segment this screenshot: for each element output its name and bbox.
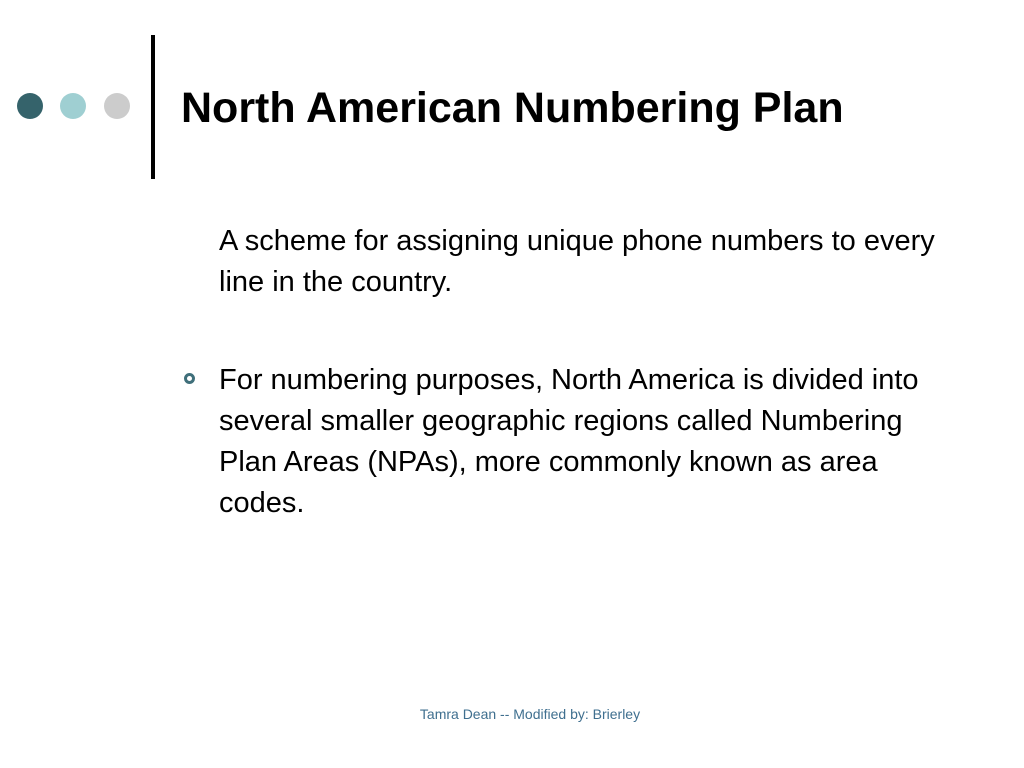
bullet-paragraph: For numbering purposes, North America is divided into several smaller geographic regions called Numbering Plan Areas (NPAs), more commonly known as area codes. [219,364,919,519]
decor-dot-gray [104,93,130,119]
title-divider [151,35,155,179]
slide-title: North American Numbering Plan [181,84,844,132]
decor-dot-light [60,93,86,119]
definition-paragraph: A scheme for assigning unique phone numbers to every line in the country. [219,225,935,298]
decor-dot-dark [17,93,43,119]
bullet-circle-icon [184,373,195,384]
slide-footer: Tamra Dean -- Modified by: Brierley [419,706,641,722]
